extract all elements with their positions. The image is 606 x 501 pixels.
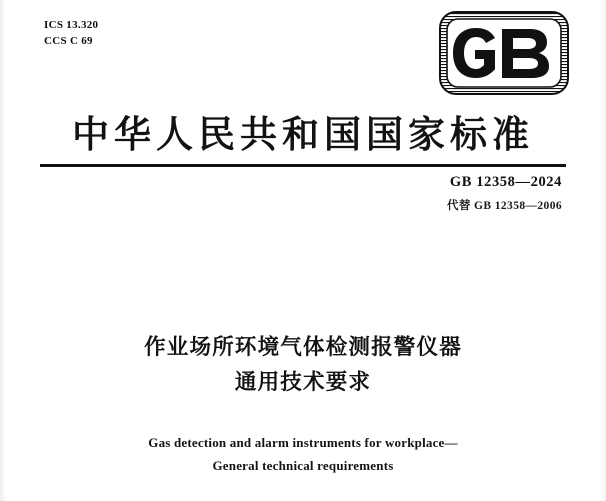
gb-national-standard-logo-icon: [438, 10, 570, 96]
document-title-cn-line1: 作业场所环境气体检测报警仪器: [144, 335, 462, 360]
standard-replaces: 代替 GB 12358—2006: [446, 200, 562, 212]
national-standard-heading: 中华人民共和国国家标准: [72, 112, 534, 156]
page-edge-shadow-right: [600, 0, 606, 501]
ccs-code: CCS C 69: [44, 34, 93, 47]
document-title-en-line1: Gas detection and alarm instruments for workplace—: [148, 435, 458, 450]
standard-number: GB 12358—2024: [449, 174, 562, 190]
page-edge-shadow-left: [0, 0, 6, 501]
classification-block: [44, 18, 98, 50]
document-title-cn-line2: 通用技术要求: [234, 370, 372, 396]
document-title-en-line2: General technical requirements: [212, 457, 394, 473]
ics-code: ICS 13.320: [44, 19, 99, 31]
heading-divider: [40, 164, 566, 167]
standard-number-block: [447, 174, 562, 213]
document-title-cn: [0, 330, 606, 401]
document-title-en: [0, 432, 606, 478]
